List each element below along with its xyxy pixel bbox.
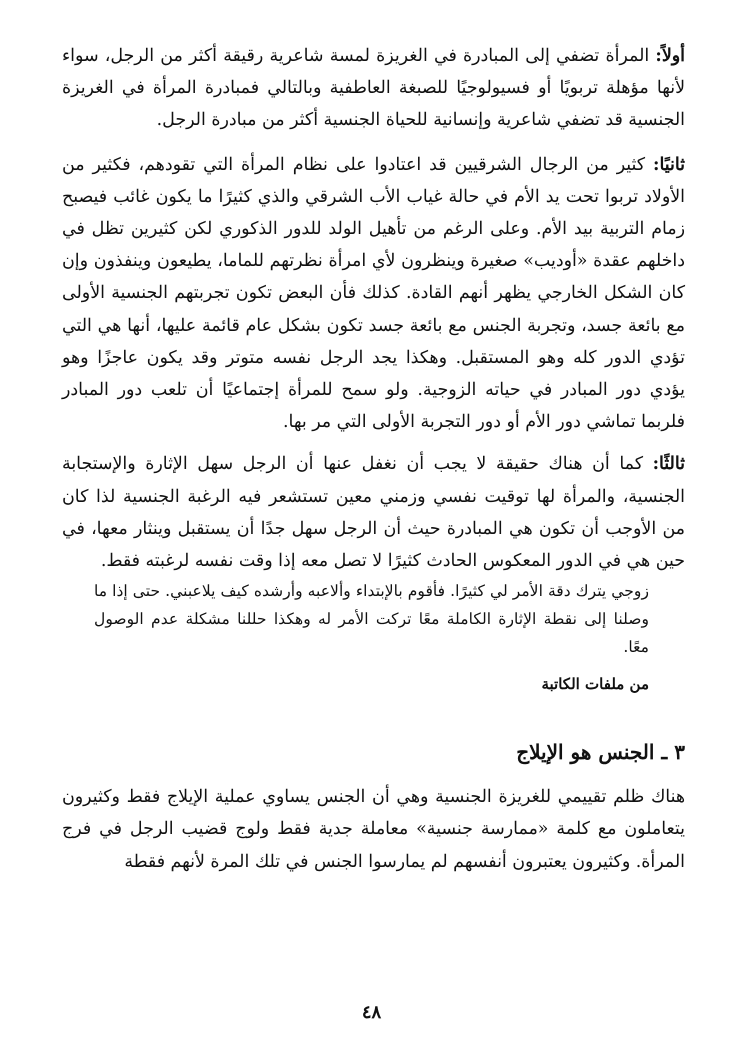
block-quote: زوجي يترك دقة الأمر لي كثيرًا. فأقوم بالإبتداء وألاعبه وأرشده كيف يلاعبني. حتى إذا ما وصلنا إلى نقطة الإثارة الكاملة معًا تركت الأمر له وهكذا حللنا مشكلة عدم الوصول معًا. (94, 582, 649, 657)
paragraph-first-lead: أولاً: (655, 46, 685, 66)
page-number: ٤٨ (361, 1002, 382, 1023)
quote-source: من ملفات الكاتبة (541, 675, 649, 694)
book-page (62, 40, 685, 1057)
paragraph-third-lead: ثالثًا: (652, 454, 685, 475)
paragraph-second-text: كثير من الرجال الشرقيين قد اعتادوا على نظام المرأة التي تقودهم، فكثير من الأولاد تربوا تحت يد الأم في حالة غياب الأب الشرقي والذي كثيرًا ما يكون غائب فيصبح زمام التربية بيد الأم. وعلى الرغم من تأهيل الولد للدور الذكوري لكن كثيرين تظل في داخلهم عقدة «أوديب» صغيرة وينظرون لأي امرأة نظرتهم للماما، يطيعون وينفذون وإن كان الشكل الخارجي يظهر أنهم القادة. كذلك فأن البعض تكون تجربتهم الجنسية الأولى مع بائعة جسد، وتجربة الجنس مع بائعة جسد تكون بشكل عام قائمة عليها، أنها هي التي تؤدي الدور كله وهو المستقبل. وهكذا يجد الرجل نفسه متوتر وقد يكون عاجزًا وهو يؤدي دور المبادر في حياته الزوجية. ولو سمح للمرأة إجتماعيًا أن تلعب دور المبادر فلربما تماشي دور الأم أو دور التجربة الأولى التي مر بها. (62, 154, 685, 433)
paragraph-third-text: كما أن هناك حقيقة لا يجب أن نغفل عنها أن الرجل سهل الإثارة والإستجابة الجنسية، والمرأة لها توقيت نفسي وزمني معين تستشعر فيه الرغبة الجنسية لذا كان من الأوجب أن تكون هي المبادرة حيث أن الرجل سهل جدًا أن يستقبل وينثار معها، في حين هي في الدور المعكوس الحادث كثيرًا لا تصل معه إذا وقت نفسه لرغبته فقط. (62, 454, 685, 572)
paragraph-third (62, 448, 685, 577)
section-heading: ٣ ـ الجنس هو الإيلاج (516, 740, 685, 765)
paragraph-second (62, 149, 685, 439)
paragraph-first-text: المرأة تضفي إلى المبادرة في الغريزة لمسة شاعرية رقيقة أكثر من الرجل، سواء لأنها مؤهلة تربويًا أو فسيولوجيًا للصبغة العاطفية وبالتالي فمبادرة المرأة في الغريزة الجنسية قد تضفي شاعرية وإنسانية للحياة الجنسية أكثر من مبادرة الرجل. (62, 46, 685, 131)
paragraph-first (62, 40, 685, 137)
section-paragraph: هناك ظلم تقييمي للغريزة الجنسية وهي أن الجنس يساوي عملية الإيلاج فقط وكثيرون يتعاملون مع كلمة «ممارسة جنسية» معاملة جدية فقط ولوج قضيب الرجل في فرج المرأة. وكثيرون يعتبرون أنفسهم لم يمارسوا الجنس في تلك المرة لأنهم فقطة (62, 787, 685, 872)
paragraph-second-lead: ثانيًا: (653, 154, 685, 175)
